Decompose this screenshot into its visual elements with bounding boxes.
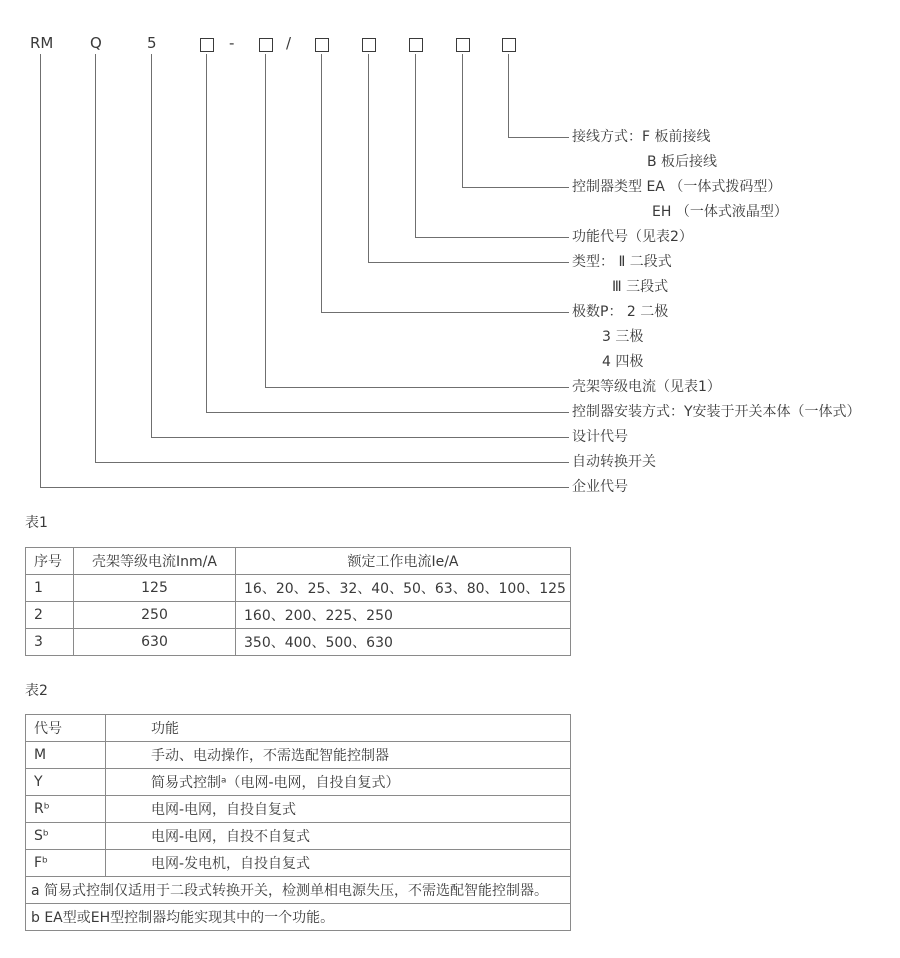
table1-cell-frame: 125: [74, 575, 236, 602]
table2-header-function: 功能: [106, 715, 571, 742]
table2-row: [26, 769, 571, 796]
table2-cell-code: M: [26, 742, 106, 769]
table2-cell-function: 简易式控制ᵃ（电网-电网，自投自复式）: [106, 769, 571, 796]
legend-poles-3: 3 三极: [602, 329, 644, 345]
legend-frame-current: 壳架等级电流（见表1）: [572, 379, 721, 395]
table1-cell-frame: 630: [74, 629, 236, 656]
table1-header-rated-current: 额定工作电流Ie/A: [236, 548, 571, 575]
code-part-dash: -: [229, 34, 235, 52]
connector-company-code: [40, 54, 569, 488]
code-box-3: [315, 38, 329, 52]
table2-header-row: [26, 715, 571, 742]
table2-footnote-row: [26, 904, 571, 931]
legend-wiring-mode-b: B 板后接线: [647, 154, 718, 170]
legend-type-ii: 类型： Ⅱ 二段式: [572, 254, 672, 270]
legend-poles-4: 4 四极: [602, 354, 644, 370]
code-box-7: [502, 38, 516, 52]
legend-controller-type-eh: EH （一体式液晶型）: [652, 204, 788, 220]
table2-row: [26, 796, 571, 823]
table1-header-frame-current: 壳架等级电流Inm/A: [74, 548, 236, 575]
legend-poles-2: 极数P： 2 二极: [572, 304, 669, 320]
code-box-6: [456, 38, 470, 52]
code-box-5: [409, 38, 423, 52]
table2-cell-code: Rᵇ: [26, 796, 106, 823]
legend-type-iii: Ⅲ 三段式: [612, 279, 669, 295]
table1-cell-index: 3: [26, 629, 74, 656]
table1-header-index: 序号: [26, 548, 74, 575]
table1-cell-index: 2: [26, 602, 74, 629]
table2-cell-function: 手动、电动操作，不需选配智能控制器: [106, 742, 571, 769]
table1: [25, 547, 571, 656]
legend-design-code: 设计代号: [572, 429, 628, 445]
table2-cell-function: 电网-电网，自投不自复式: [106, 823, 571, 850]
table2-row: [26, 850, 571, 877]
table2-cell-code: Fᵇ: [26, 850, 106, 877]
code-box-2: [259, 38, 273, 52]
table1-row: [26, 602, 571, 629]
table1-cell-rated: 160、200、225、250: [236, 602, 571, 629]
table2-footnote-a: a 简易式控制仅适用于二段式转换开关，检测单相电源失压，不需选配智能控制器。: [26, 877, 571, 904]
table2-row: [26, 742, 571, 769]
table1-row: [26, 629, 571, 656]
code-part-q: Q: [90, 34, 102, 52]
table2-footnote-row: [26, 877, 571, 904]
table1-cell-frame: 250: [74, 602, 236, 629]
table2-caption: 表2: [25, 683, 48, 699]
table2-cell-code: Y: [26, 769, 106, 796]
code-part-rm: RM: [30, 34, 54, 52]
legend-controller-type-ea: 控制器类型 EA （一体式拨码型）: [572, 179, 782, 195]
code-box-1: [200, 38, 214, 52]
legend-ats: 自动转换开关: [572, 454, 656, 470]
table2-row: [26, 823, 571, 850]
table2-cell-function: 电网-电网，自投自复式: [106, 796, 571, 823]
legend-wiring-mode: 接线方式：F 板前接线: [572, 129, 711, 145]
table2-cell-code: Sᵇ: [26, 823, 106, 850]
table1-cell-rated: 16、20、25、32、40、50、63、80、100、125: [236, 575, 571, 602]
table1-caption: 表1: [25, 515, 48, 531]
legend-company-code: 企业代号: [572, 479, 628, 495]
table2-header-code: 代号: [26, 715, 106, 742]
code-part-slash: /: [286, 34, 292, 52]
table2-footnote-b: b EA型或EH型控制器均能实现其中的一个功能。: [26, 904, 571, 931]
table1-header-row: [26, 548, 571, 575]
legend-mount-mode: 控制器安装方式：Y安装于开关本体（一体式）: [572, 404, 861, 420]
table2-cell-function: 电网-发电机，自投自复式: [106, 850, 571, 877]
code-box-4: [362, 38, 376, 52]
legend-function-code: 功能代号（见表2）: [572, 229, 693, 245]
table1-cell-rated: 350、400、500、630: [236, 629, 571, 656]
code-part-5: 5: [147, 34, 157, 52]
table1-cell-index: 1: [26, 575, 74, 602]
table1-row: [26, 575, 571, 602]
table2: [25, 714, 571, 931]
